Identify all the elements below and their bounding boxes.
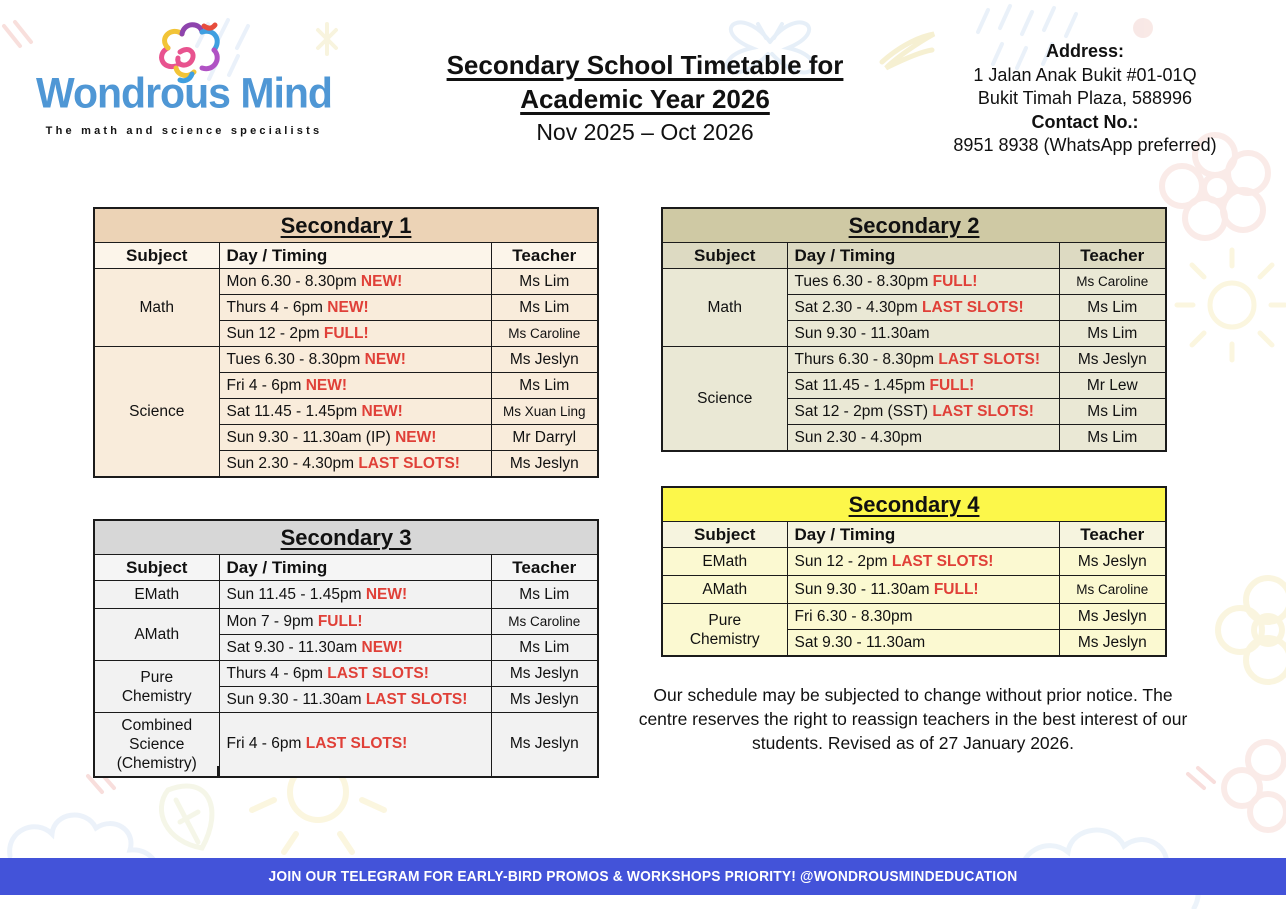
table-row [94, 713, 598, 777]
logo-tagline: The math and science specialists [45, 125, 323, 137]
teacher-cell: Ms Caroline [1059, 269, 1166, 295]
column-header: Subject [94, 555, 219, 581]
subject-cell: EMath [94, 581, 219, 609]
subject-cell: AMath [94, 609, 219, 661]
logo-wordmark: Wondrous Mind [36, 68, 332, 118]
column-header: Teacher [1059, 243, 1166, 269]
availability-tag: NEW! [361, 402, 403, 420]
table-header-row [94, 243, 598, 269]
subject-cell: Combined Science (Chemistry) [94, 713, 219, 777]
availability-tag: LAST SLOTS! [932, 402, 1034, 420]
table-title-row [662, 487, 1166, 522]
timing-cell: Sun 12 - 2pm LAST SLOTS! [787, 548, 1059, 576]
teacher-cell: Ms Jeslyn [1059, 347, 1166, 373]
table-title-row [94, 208, 598, 243]
timing-cell: Sat 12 - 2pm (SST) LAST SLOTS! [787, 399, 1059, 425]
availability-tag: NEW! [361, 638, 403, 656]
secondary-3-table [93, 519, 599, 778]
subject-cell: Science [94, 347, 219, 478]
availability-tag: NEW! [364, 350, 406, 368]
page-title-line2: Academic Year 2026 [520, 84, 770, 114]
address-line1: 1 Jalan Anak Bukit #01-01Q [973, 64, 1197, 85]
column-header: Day / Timing [219, 555, 491, 581]
page-title-line1: Secondary School Timetable for [446, 50, 844, 80]
secondary-1-table [93, 207, 599, 478]
subject-cell: Math [94, 269, 219, 347]
subject-cell: Math [662, 269, 787, 347]
availability-tag: FULL! [932, 272, 978, 290]
availability-tag: LAST SLOTS! [922, 298, 1024, 316]
availability-tag: LAST SLOTS! [891, 552, 994, 570]
teacher-cell: Ms Xuan Ling [491, 399, 598, 425]
teacher-cell: Ms Jeslyn [491, 687, 598, 713]
address-label: Address: [1045, 41, 1125, 61]
availability-tag: LAST SLOTS! [305, 735, 408, 753]
teacher-cell: Mr Darryl [491, 425, 598, 451]
timing-cell: Thurs 4 - 6pm LAST SLOTS! [219, 661, 491, 687]
contact-label: Contact No.: [1031, 111, 1139, 132]
teacher-cell: Ms Caroline [491, 321, 598, 347]
column-header: Subject [662, 522, 787, 548]
timing-cell: Sat 11.45 - 1.45pm NEW! [219, 399, 491, 425]
table-header-row [662, 522, 1166, 548]
availability-tag: NEW! [395, 428, 437, 446]
teacher-cell: Ms Lim [491, 295, 598, 321]
availability-tag: LAST SLOTS! [358, 454, 460, 472]
availability-tag: FULL! [929, 376, 975, 394]
teacher-cell: Ms Lim [1059, 295, 1166, 321]
teacher-cell: Ms Jeslyn [491, 451, 598, 478]
teacher-cell: Ms Jeslyn [491, 347, 598, 373]
timing-cell: Sat 2.30 - 4.30pm LAST SLOTS! [787, 295, 1059, 321]
column-header: Subject [94, 243, 219, 269]
table-row [94, 269, 598, 295]
table-title-row [662, 208, 1166, 243]
column-header: Day / Timing [787, 243, 1059, 269]
teacher-cell: Ms Lim [491, 581, 598, 609]
telegram-banner [0, 858, 1286, 895]
teacher-cell: Ms Jeslyn [491, 661, 598, 687]
teacher-cell: Ms Lim [1059, 425, 1166, 452]
table-title: Secondary 1 [280, 212, 412, 238]
teacher-cell: Ms Jeslyn [491, 713, 598, 777]
column-header: Teacher [491, 243, 598, 269]
timing-cell: Sun 9.30 - 11.30am [787, 321, 1059, 347]
table-row [94, 661, 598, 687]
teacher-cell: Ms Caroline [491, 609, 598, 635]
teacher-cell: Ms Lim [491, 373, 598, 399]
timing-cell: Thurs 6.30 - 8.30pm LAST SLOTS! [787, 347, 1059, 373]
table-title: Secondary 4 [848, 491, 980, 517]
timing-cell: Sun 9.30 - 11.30am LAST SLOTS! [219, 687, 491, 713]
address-block [888, 40, 1282, 158]
timing-cell: Sat 11.45 - 1.45pm FULL! [787, 373, 1059, 399]
page-title-block [385, 48, 905, 148]
teacher-cell: Ms Jeslyn [1059, 604, 1166, 630]
disclaimer-text: Our schedule may be subjected to change without prior notice. The centre reserves the right to reassign teachers in the best interest of our students. Revised as of 27 January 2026. [638, 685, 1188, 753]
availability-tag: NEW! [327, 298, 369, 316]
column-header: Teacher [491, 555, 598, 581]
timing-cell: Sun 9.30 - 11.30am FULL! [787, 576, 1059, 604]
telegram-banner-text: JOIN OUR TELEGRAM FOR EARLY-BIRD PROMOS & WORKSHOPS PRIORITY! @WONDROUSMINDEDUCATION [268, 868, 1018, 885]
table-title: Secondary 2 [848, 212, 980, 238]
timing-cell: Sat 9.30 - 11.30am [787, 630, 1059, 657]
teacher-cell: Ms Jeslyn [1059, 548, 1166, 576]
table-title-row [94, 520, 598, 555]
teacher-cell: Ms Jeslyn [1059, 630, 1166, 657]
availability-tag: FULL! [317, 612, 363, 630]
secondary-4-table [661, 486, 1167, 657]
page-subtitle: Nov 2025 – Oct 2026 [536, 119, 754, 145]
subject-cell: Pure Chemistry [94, 661, 219, 713]
table-row [662, 604, 1166, 630]
secondary-2-table [661, 207, 1167, 452]
teacher-cell: Ms Caroline [1059, 576, 1166, 604]
timing-cell: Mon 6.30 - 8.30pm NEW! [219, 269, 491, 295]
table-row [662, 347, 1166, 373]
teacher-cell: Ms Lim [1059, 399, 1166, 425]
timing-cell: Sun 2.30 - 4.30pm LAST SLOTS! [219, 451, 491, 478]
teacher-cell: Ms Lim [491, 635, 598, 661]
table-row [662, 548, 1166, 576]
table-header-row [662, 243, 1166, 269]
table-row [94, 347, 598, 373]
subject-cell: Pure Chemistry [662, 604, 787, 657]
timing-cell: Fri 4 - 6pm NEW! [219, 373, 491, 399]
subject-cell: AMath [662, 576, 787, 604]
timing-cell: Tues 6.30 - 8.30pm NEW! [219, 347, 491, 373]
table-row [94, 609, 598, 635]
address-line2: Bukit Timah Plaza, 588996 [977, 88, 1193, 108]
timing-cell: Sun 11.45 - 1.45pm NEW! [219, 581, 491, 609]
teacher-cell: Ms Lim [1059, 321, 1166, 347]
contact-value: 8951 8938 (WhatsApp preferred) [953, 135, 1217, 155]
timing-cell: Mon 7 - 9pm FULL! [219, 609, 491, 635]
table-title: Secondary 3 [280, 524, 412, 550]
teacher-cell: Mr Lew [1059, 373, 1166, 399]
column-header: Subject [662, 243, 787, 269]
table-row [94, 581, 598, 609]
table-row [662, 269, 1166, 295]
timing-cell: Tues 6.30 - 8.30pm FULL! [787, 269, 1059, 295]
availability-tag: NEW! [360, 272, 403, 290]
teacher-cell: Ms Lim [491, 269, 598, 295]
subject-cell: Science [662, 347, 787, 452]
timing-cell: Sun 9.30 - 11.30am (IP) NEW! [219, 425, 491, 451]
timing-cell: Sat 9.30 - 11.30am NEW! [219, 635, 491, 661]
availability-tag: FULL! [933, 580, 979, 598]
timing-cell: Thurs 4 - 6pm NEW! [219, 295, 491, 321]
subject-cell: EMath [662, 548, 787, 576]
table-header-row [94, 555, 598, 581]
availability-tag: LAST SLOTS! [938, 350, 1040, 368]
availability-tag: LAST SLOTS! [327, 664, 429, 682]
availability-tag: LAST SLOTS! [365, 690, 468, 708]
timing-cell: Sun 2.30 - 4.30pm [787, 425, 1059, 452]
logo [24, 12, 344, 142]
column-header: Day / Timing [787, 522, 1059, 548]
table-row [662, 576, 1166, 604]
availability-tag: FULL! [323, 324, 369, 342]
availability-tag: NEW! [365, 585, 408, 603]
column-header: Day / Timing [219, 243, 491, 269]
timing-cell: Sun 12 - 2pm FULL! [219, 321, 491, 347]
column-header: Teacher [1059, 522, 1166, 548]
table-border-artifact [217, 766, 219, 778]
availability-tag: NEW! [305, 376, 348, 394]
timing-cell: Fri 4 - 6pm LAST SLOTS! [219, 713, 491, 777]
timing-cell: Fri 6.30 - 8.30pm [787, 604, 1059, 630]
